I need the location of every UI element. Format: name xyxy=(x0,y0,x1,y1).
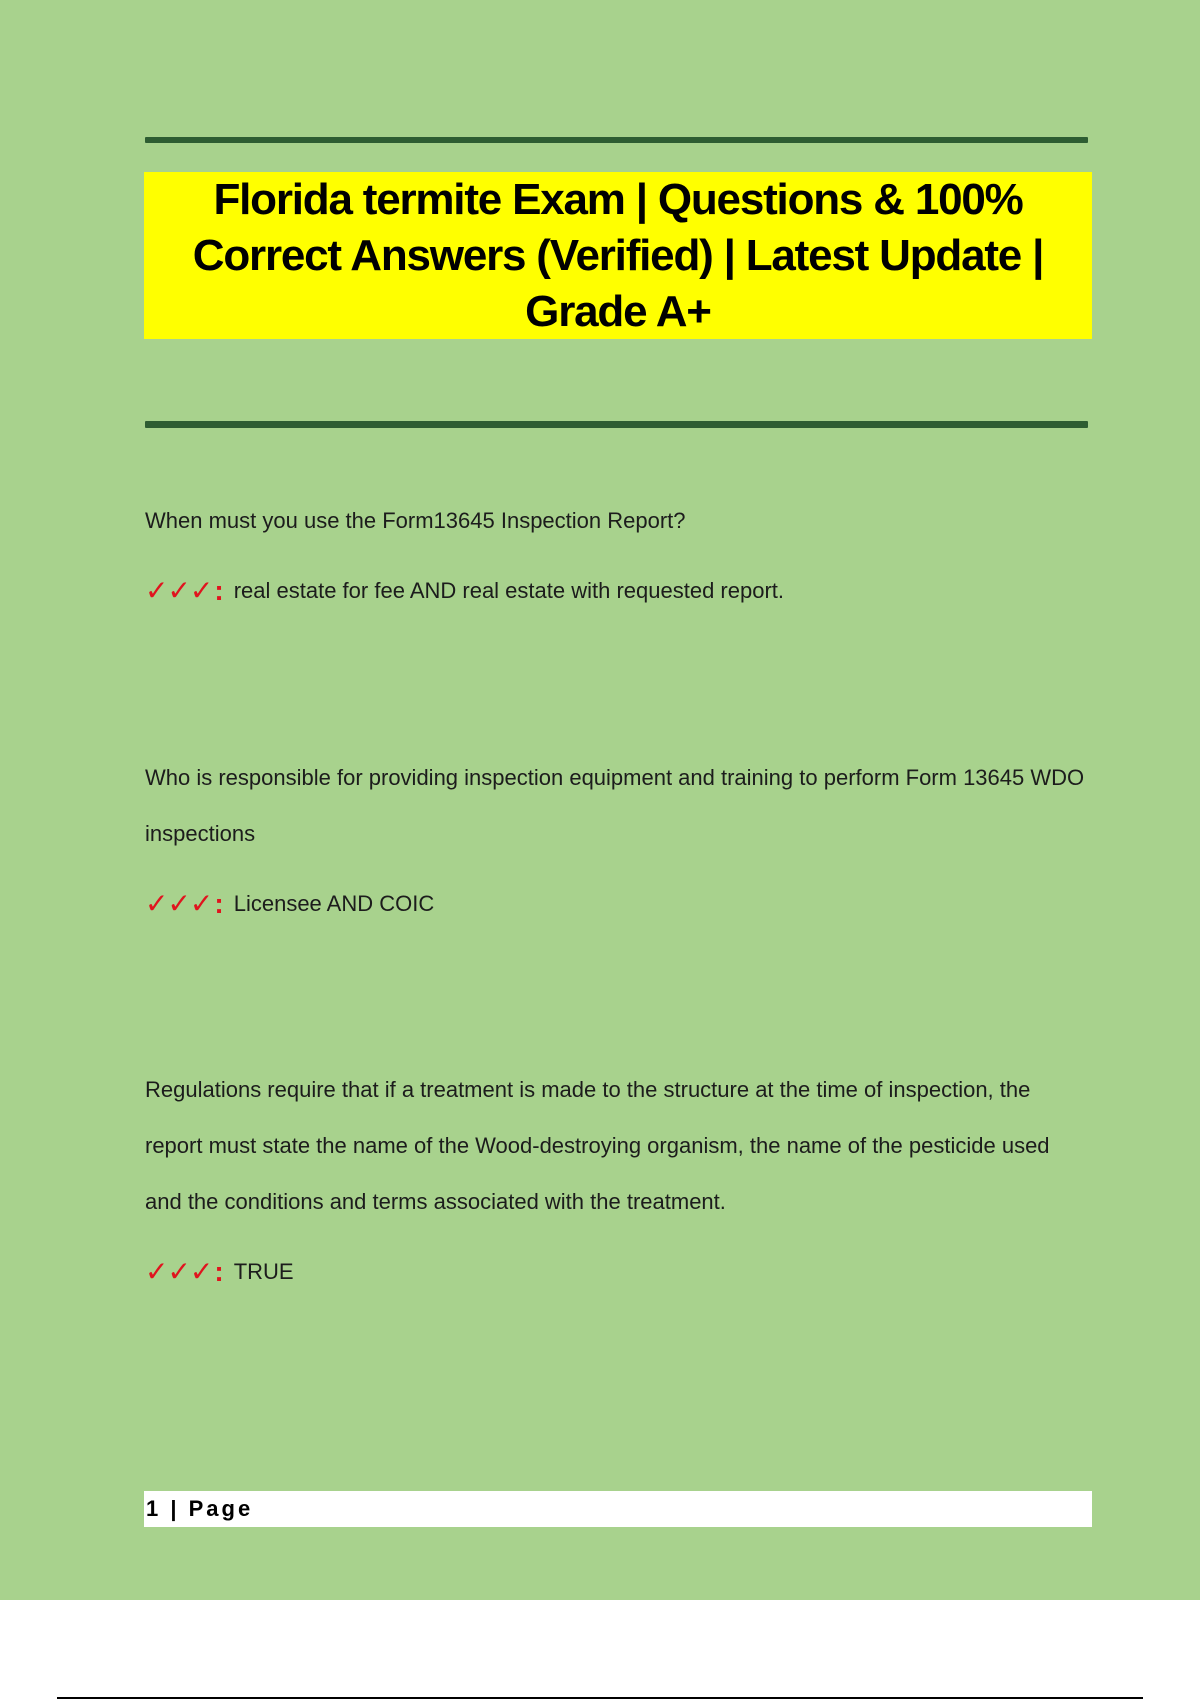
page-number: 1 | Page xyxy=(146,1496,254,1521)
question-text: Regulations require that if a treatment is made to the structure at the time of inspection, the report must state the name of the Wood-destroying organism, the name of the pesticide used and the conditions and terms associated with the treatment. xyxy=(145,1077,1050,1214)
qa-item xyxy=(145,750,1090,924)
top-divider xyxy=(145,137,1088,143)
checkmark-icon: ✓✓✓ xyxy=(145,574,213,607)
answer-row xyxy=(145,571,784,611)
answer-row xyxy=(145,1252,1090,1292)
answer-colon: : xyxy=(214,575,224,606)
qa-item xyxy=(145,1062,1090,1292)
answer-text: real estate for fee AND real estate with requested report. xyxy=(233,578,785,603)
answer-text: Licensee AND COIC xyxy=(233,891,435,916)
page-footer xyxy=(144,1491,1092,1527)
question-text: When must you use the Form13645 Inspection Report? xyxy=(145,508,686,533)
document-title: Florida termite Exam | Questions & 100% Correct Answers (Verified) | Latest Update | Grade A+ xyxy=(192,174,1044,336)
answer-row xyxy=(145,884,1090,924)
bottom-divider xyxy=(145,421,1088,428)
checkmark-icon: ✓✓✓ xyxy=(145,1255,213,1288)
answer-colon: : xyxy=(214,888,224,919)
title-highlight xyxy=(144,172,1092,339)
next-page-divider xyxy=(57,1697,1143,1699)
question-text: Who is responsible for providing inspection equipment and training to perform Form 13645 WDO inspections xyxy=(145,765,1085,846)
checkmark-icon: ✓✓✓ xyxy=(145,887,213,920)
answer-text: TRUE xyxy=(233,1259,294,1284)
qa-item xyxy=(145,493,784,611)
answer-colon: : xyxy=(214,1256,224,1287)
